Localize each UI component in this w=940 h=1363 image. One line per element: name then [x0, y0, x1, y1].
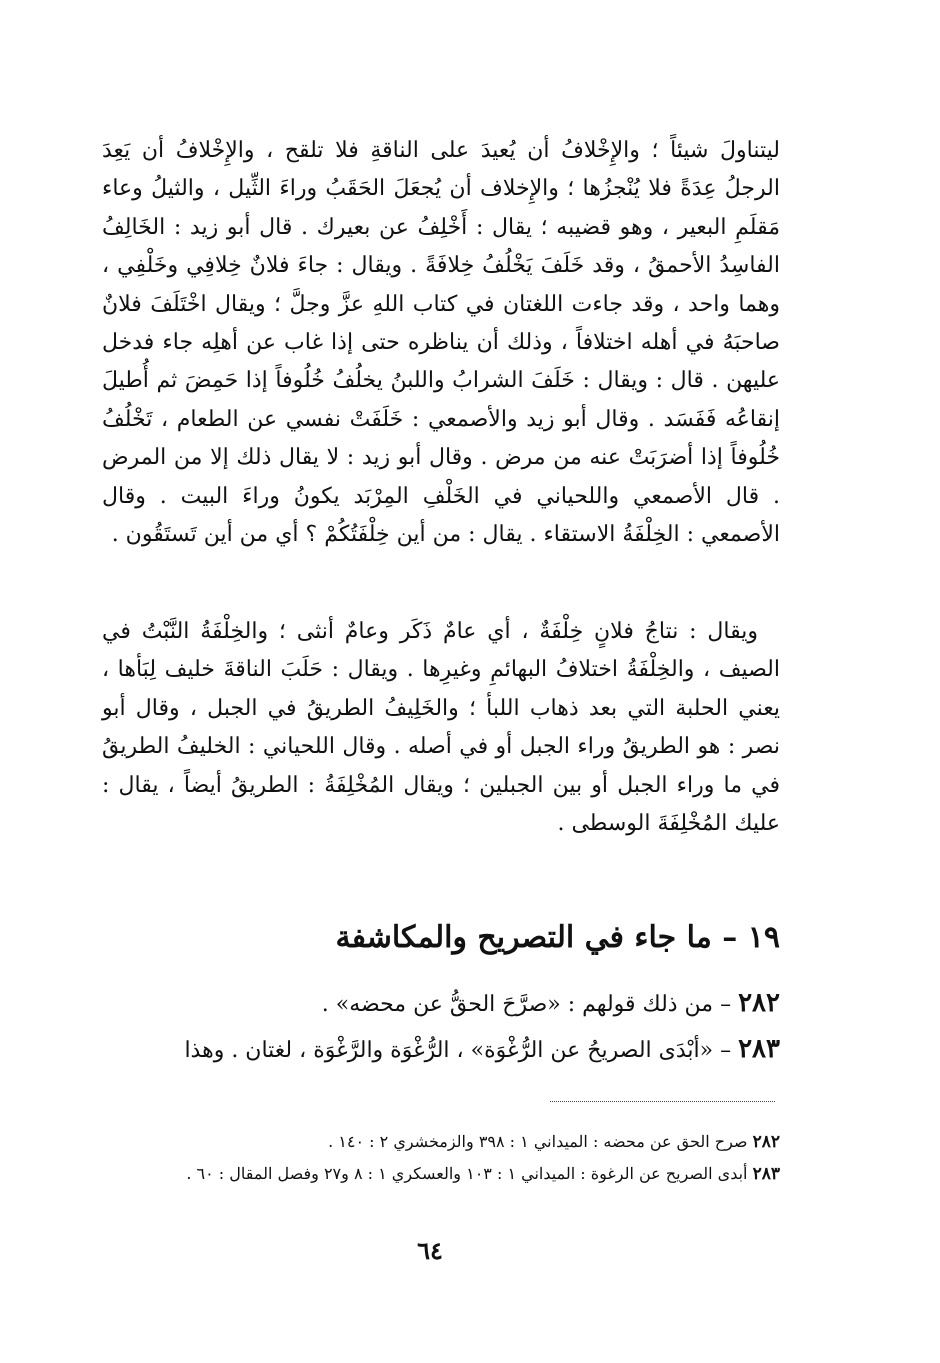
footnote	[102, 1128, 780, 1156]
proverb-entry	[102, 1030, 780, 1070]
footnote-text: أبدى الصريح عن الرغوة : الميداني ١ : ١٠٣ والعسكري ١ : ٨ و٢٧ وفصل المقال : ٦٠ .	[186, 1164, 748, 1183]
section-heading: ١٩ – ما جاء في التصريح والمكاشفة	[335, 920, 780, 955]
entry-number: ٢٨٣	[738, 1034, 780, 1064]
footnote-text: صرح الحق عن محضه : الميداني ١ : ٣٩٨ والزمخشري ٢ : ١٤٠ .	[328, 1132, 748, 1151]
footnote-number: ٢٨٢	[752, 1132, 780, 1152]
entry-text: – «أبْدَى الصريحُ عن الرُّغْوَة» ، الرُّغْوَة والرَّغْوَة ، لغتان . وهذا	[184, 1038, 739, 1063]
footnote	[102, 1160, 780, 1188]
footnote-separator	[550, 1101, 775, 1102]
entry-number: ٢٨٢	[738, 988, 780, 1018]
proverb-entry	[102, 984, 780, 1024]
footnote-number: ٢٨٣	[752, 1164, 780, 1184]
body-paragraph: ليتناولَ شيئاً ؛ والإِخْلافُ أن يُعيدَ على الناقةِ فلا تلقح ، والإِخْلافُ أن يَعِدَ الرجلُ عِدَةً فلا يُنْجزُها ؛ والإِخلاف أن يُجعَلَ الحَقَبُ وراءَ الثِّيل ، والثيلُ وعاء مَقلَمِ البعير ، وهو قضيبه ؛ يقال : أَخْلِفُ عن بعيرك . قال أبو زيد : الخَالِفُ الفاسِدُ الأحمقُ ، وقد خَلَفَ يَخْلُفُ خِلافَةً . ويقال : جاءَ فلانٌ خِلافِي وخَلْفِي ، وهما واحد ، وقد جاءت اللغتان في كتاب اللهِ عزَّ وجلَّ ؛ ويقال اخْتَلَفَ فلانٌ صاحبَهُ في أهله اختلافاً ، وذلك أن يناظره حتى إذا غاب عن أهلِه جاء فدخل عليهن . قال : ويقال : خَلَفَ الشرابُ واللبنُ يخلُفُ خُلُوفاً إذا حَمِضَ ثم أُطيلَ إنقاعُه فَفَسَد . وقال أبو زيد والأصمعي : خَلَفَتْ نفسي عن الطعام ، تَخْلُفُ خُلُوفاً إذا أضرَبَتْ عنه من مرض . وقال أبو زيد : لا يقال ذلك إلا من المرض . قال الأصمعي واللحياني في الخَلْفِ المِرْبَد يكونُ وراءَ البيت . وقال الأصمعي : الخِلْفَةُ الاستقاء . يقال : من أين خِلْفَتُكُمْ ؟ أي من أين تَستَقُون .	[102, 138, 780, 548]
page-number: ٦٤	[417, 1236, 443, 1265]
body-paragraph: ويقال : نتاجُ فلانٍ خِلْفَةٌ ، أي عامٌ ذَكَر وعامٌ أنثى ؛ والخِلْفَةُ النَّبْتُ في الصيف ، والخِلْفَةُ اختلافُ البهائمِ وغيرِها . ويقال : حَلَبَ الناقةَ خليف لِبَأها ، يعني الحلبة التي بعد ذهاب اللبأ ؛ والخَلِيفُ الطريقُ في الجبل ، وقال أبو نصر : هو الطريقُ وراء الجبل أو في أصله . وقال اللحياني : الخليفُ الطريقُ في ما وراء الجبل أو بين الجبلين ؛ ويقال المُخْلِفَةُ : الطريقُ أيضاً ، يقال : عليك المُخْلِفَةَ الوسطى .	[102, 619, 780, 837]
entry-text: – من ذلك قولهم : «صرَّحَ الحقُّ عن محضه» .	[321, 992, 739, 1017]
